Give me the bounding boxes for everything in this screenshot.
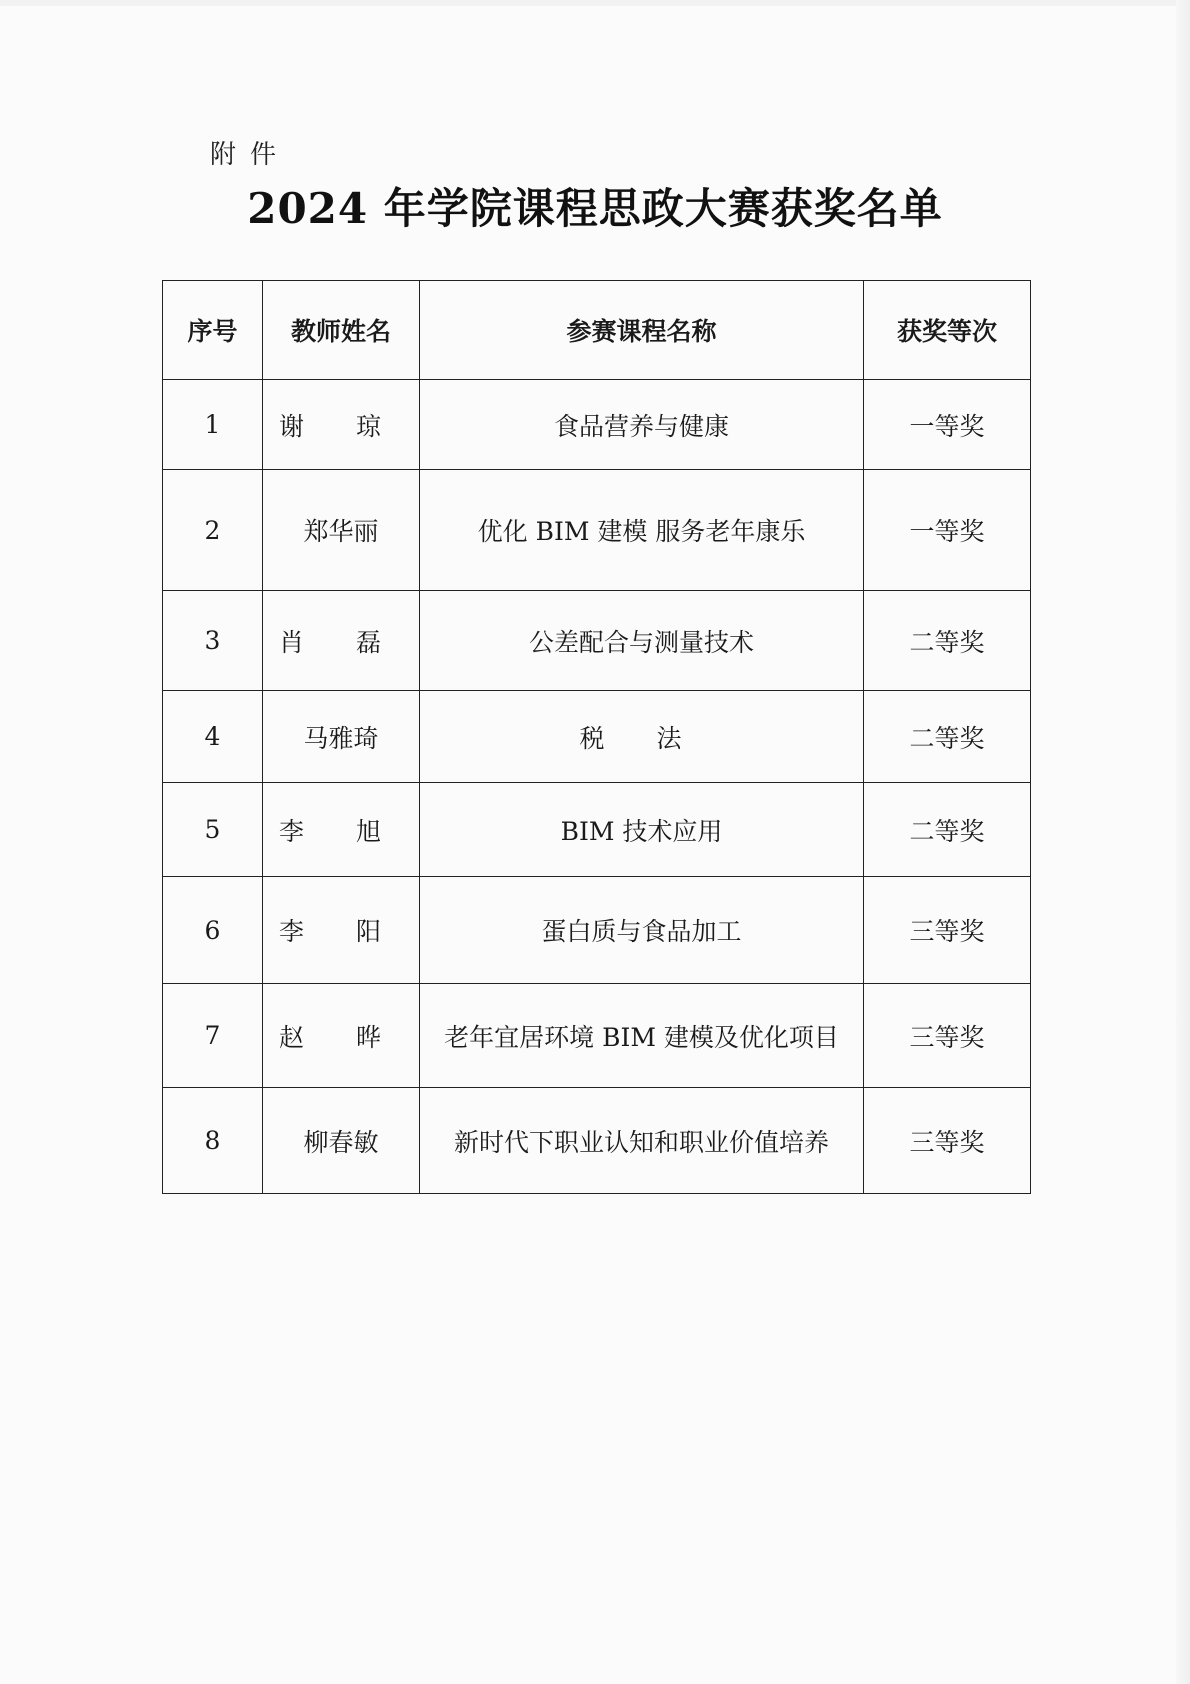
- table-row: [163, 691, 1031, 783]
- row-course: 新时代下职业认知和职业价值培养: [420, 1088, 864, 1194]
- row-award: 三等奖: [864, 877, 1031, 984]
- row-award: 一等奖: [864, 470, 1031, 591]
- row-award: 二等奖: [864, 783, 1031, 877]
- row-course: 食品营养与健康: [420, 380, 864, 470]
- row-number: 5: [163, 783, 263, 877]
- header-number: 序号: [163, 281, 263, 380]
- row-number: 3: [163, 591, 263, 691]
- scan-edge-right: [1176, 0, 1190, 1684]
- annex-label: 附件: [210, 140, 291, 170]
- row-teacher: 马雅琦: [263, 691, 420, 783]
- row-award: 二等奖: [864, 691, 1031, 783]
- row-teacher: 李 阳: [263, 877, 420, 984]
- table-row: [163, 470, 1031, 591]
- row-course: 优化 BIM 建模 服务老年康乐: [420, 470, 864, 591]
- row-number: 2: [163, 470, 263, 591]
- row-award: 三等奖: [864, 984, 1031, 1088]
- row-award: 二等奖: [864, 591, 1031, 691]
- row-teacher: 谢 琼: [263, 380, 420, 470]
- row-teacher: 郑华丽: [263, 470, 420, 591]
- row-number: 7: [163, 984, 263, 1088]
- row-number: 6: [163, 877, 263, 984]
- header-award-level: 获奖等次: [864, 281, 1031, 380]
- table-row: [163, 783, 1031, 877]
- row-course: 老年宜居环境 BIM 建模及优化项目: [420, 984, 864, 1088]
- row-teacher: 柳春敏: [263, 1088, 420, 1194]
- row-number: 4: [163, 691, 263, 783]
- row-teacher: 李 旭: [263, 783, 420, 877]
- header-course-name: 参赛课程名称: [420, 281, 864, 380]
- row-course: 公差配合与测量技术: [420, 591, 864, 691]
- row-number: 8: [163, 1088, 263, 1194]
- row-teacher: 赵 晔: [263, 984, 420, 1088]
- award-table: [162, 280, 1031, 1194]
- row-award: 一等奖: [864, 380, 1031, 470]
- table-row: [163, 877, 1031, 984]
- row-course: BIM 技术应用: [420, 783, 864, 877]
- document-title: 2024 年学院课程思政大赛获奖名单: [247, 184, 943, 233]
- table-header-row: [163, 281, 1031, 380]
- scan-edge-top: [0, 0, 1190, 6]
- row-course: 税 法: [420, 691, 864, 783]
- header-teacher-name: 教师姓名: [263, 281, 420, 380]
- row-award: 三等奖: [864, 1088, 1031, 1194]
- table-row: [163, 380, 1031, 470]
- row-number: 1: [163, 380, 263, 470]
- table-row: [163, 591, 1031, 691]
- table-row: [163, 1088, 1031, 1194]
- table-row: [163, 984, 1031, 1088]
- row-course: 蛋白质与食品加工: [420, 877, 864, 984]
- row-teacher: 肖 磊: [263, 591, 420, 691]
